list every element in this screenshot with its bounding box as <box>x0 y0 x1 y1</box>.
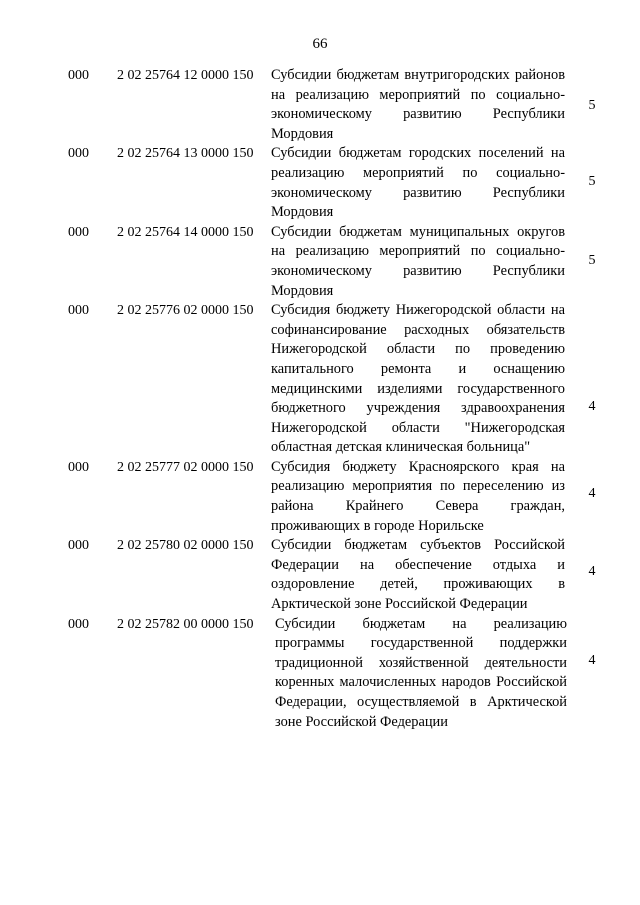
admin-code: 000 <box>68 459 89 475</box>
budget-classification-code: 2 02 25764 12 0000 150 <box>117 68 254 83</box>
table-row <box>0 66 640 144</box>
budget-classification-code: 2 02 25780 02 0000 150 <box>117 538 254 554</box>
admin-code: 000 <box>68 146 89 162</box>
table-row <box>0 144 640 222</box>
budget-classification-code: 2 02 25782 00 0000 150 <box>117 616 254 632</box>
table-row <box>0 615 640 733</box>
revenue-description: Субсидии бюджетам на реализацию программы государственной поддержки традиционной хозяйственной деятельности коренных малочисленных народов Российской Федерации, осуществляемой в Арктической зоне Российской Федерации <box>275 615 567 730</box>
revenue-description: Субсидии бюджетам внутригородских районов на реализацию мероприятий по социально-экономическому развитию Республики Мордовия <box>271 67 565 142</box>
table-row <box>0 301 640 458</box>
row-value: 4 <box>588 485 596 501</box>
revenue-description: Субсидии бюджетам субъектов Российской Федерации на обеспечение отдыха и оздоровление детей, проживающих в Арктической зоне Российской Федерации <box>271 537 565 613</box>
admin-code: 000 <box>68 224 89 240</box>
row-value: 5 <box>588 98 596 113</box>
budget-classification-code: 2 02 25777 02 0000 150 <box>117 459 254 475</box>
budget-classification-code: 2 02 25764 14 0000 150 <box>117 224 254 240</box>
budget-classification-code: 2 02 25776 02 0000 150 <box>117 303 254 319</box>
table-row <box>0 223 640 301</box>
row-value: 5 <box>588 174 596 190</box>
row-value: 4 <box>588 652 596 668</box>
admin-code: 000 <box>68 303 89 319</box>
page-number: 66 <box>312 36 328 52</box>
revenue-description: Субсидии бюджетам городских поселений на реализацию мероприятий по социально-экономическому развитию Республики Мордовия <box>271 145 565 221</box>
admin-code: 000 <box>68 68 89 83</box>
row-value: 4 <box>588 564 596 580</box>
budget-codes-table <box>0 66 640 732</box>
row-value: 5 <box>588 252 596 268</box>
row-value: 4 <box>588 399 596 415</box>
revenue-description: Субсидии бюджетам муниципальных округов на реализацию мероприятий по социально-экономическому развитию Республики Мордовия <box>271 223 565 299</box>
table-row <box>0 536 640 614</box>
budget-classification-code: 2 02 25764 13 0000 150 <box>117 146 254 162</box>
admin-code: 000 <box>68 616 89 632</box>
admin-code: 000 <box>68 538 89 554</box>
table-row <box>0 458 640 536</box>
revenue-description: Субсидия бюджету Нижегородской области на софинансирование расходных обязательств Нижегородской области по проведению капитального ремонта и оснащению медицинскими изделиями государственного бюджетного учреждения здравоохранения Нижегородской области "Нижегородская областная детская клиническая больница" <box>271 302 565 456</box>
revenue-description: Субсидия бюджету Красноярского края на реализацию мероприятия по переселению из района Крайнего Севера граждан, проживающих в городе Норильске <box>271 458 565 534</box>
